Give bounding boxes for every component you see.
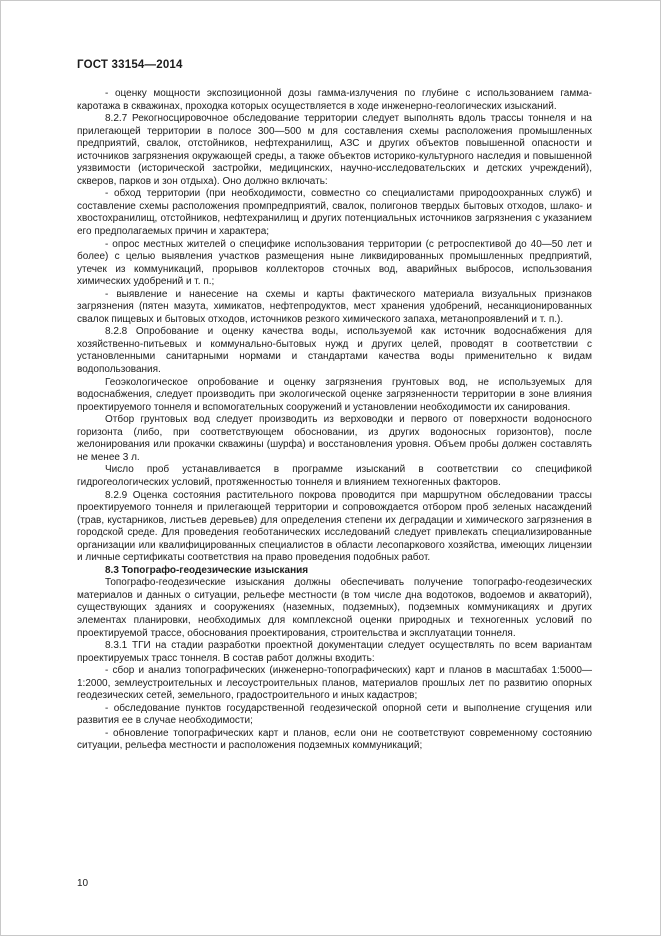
paragraph: 8.2.9 Оценка состояния растительного покрова проводится при маршрутном обследовании трассы проектируемого тоннеля и прилегающей территории и сопровождается отбором проб зеленых насаждений (трав, кустарников, листьев деревьев) для определения степени их деградации и химического загрязнения в городской среде. Для проведения геоботанических исследований следует привлекать специализированные организации или квалифицированных специалистов в области лесопаркового хозяйства, имеющих лицензии и личные сертификаты соответствия на право проведения подобных работ. (77, 489, 592, 564)
paragraph: Геоэкологическое опробование и оценку загрязнения грунтовых вод, не используемых для водоснабжения, следует производить при экологической оценке загрязненности территории в зоне влияния проектируемого тоннеля и вспомогательных сооружений и установлении необходимости их санирования. (77, 376, 592, 413)
paragraph: - выявление и нанесение на схемы и карты фактического материала визуальных признаков загрязнения (пятен мазута, химикатов, нефтепродуктов, мест хранения удобрений, несанкционированных свалок пищевых и бытовых отходов, источников резкого химического запаха, метанопроявлений и т. п.). (77, 288, 592, 325)
paragraph: - оценку мощности экспозиционной дозы гамма-излучения по глубине с использованием гамма-каротажа в скважинах, проходка которых осуществляется в ходе инженерно-геологических изысканий. (77, 88, 592, 112)
document-code: ГОСТ 33154—2014 (77, 59, 183, 71)
document-body (77, 88, 592, 753)
paragraph: Число проб устанавливается в программе изысканий в соответствии со спецификой гидрогеологических условий, протяженностью тоннеля и влиянием техногенных факторов. (77, 464, 592, 488)
paragraph: - сбор и анализ топографических (инженерно-топографических) карт и планов в масштабах 1:5000—1:2000, землеустроительных и лесоустроительных планов, материалов прошлых лет по развитию опорных геодезических сетей, земельного, градостроительного и иных кадастров; (77, 665, 592, 702)
paragraph: 8.2.7 Рекогносцировочное обследование территории следует выполнять вдоль трассы тоннеля и на прилегающей территории в полосе 300—500 м для составления схемы расположения промышленных предприятий, свалок, отстойников, нефтехранилищ, АЗС и других объектов повышенной опасности и источников загрязнения окружающей среды, а также объектов историко-культурного наследия и повышенной уязвимости (исторической застройки, медицинских, научно-исследовательских и детских учреждений), скверов, парков и зон отдыха). Оно должно включать: (77, 113, 592, 187)
paragraph: Отбор грунтовых вод следует производить из верховодки и первого от поверхности водоносного горизонта (либо, при соответствующем обосновании, из других водоносных горизонтов), после желонирования или прокачки скважины (шурфа) и восстановления уровня. Объем пробы должен составлять не менее 3 л. (77, 414, 592, 463)
page-number: 10 (77, 878, 89, 889)
paragraph: - обследование пунктов государственной геодезической опорной сети и выполнение сгущения или развития ее в случае необходимости; (77, 702, 592, 727)
paragraph: - обход территории (при необходимости, совместно со специалистами природоохранных служб) и составление схемы расположения промпредприятий, свалок, полигонов твердых бытовых отходов, шлако- и хвостохранилищ, отстойников, нефтехранилищ и других потенциальных источников загрязнения с указанием его предполагаемых причин и характера; (77, 188, 592, 238)
paragraph: 8.3.1 ТГИ на стадии разработки проектной документации следует осуществлять по всем вариантам проектируемых трасс тоннеля. В состав работ должны входить: (77, 640, 592, 664)
section-heading-8-3: 8.3 Топографо-геодезические изыскания (105, 564, 309, 576)
paragraph: - обновление топографических карт и планов, если они не соответствуют современному состоянию ситуации, рельефа местности и расположения подземных коммуникаций; (77, 727, 592, 752)
paragraph: - опрос местных жителей о специфике использования территории (с ретроспективой до 40—50 лет и более) с целью выявления участков размещения ныне ликвидированных промышленных предприятий, утечек из коммуникаций, прорывов коллекторов сточных вод, аварийных выбросов, использования химических удобрений и т. п.; (77, 238, 592, 288)
paragraph: 8.2.8 Опробование и оценку качества воды, используемой как источник водоснабжения для хозяйственно-питьевых и коммунально-бытовых нужд и других целей, проводят в соответствии с установленными санитарными нормами и стандартами качества воды применительно к видам водопользования. (77, 326, 592, 376)
paragraph: Топографо-геодезические изыскания должны обеспечивать получение топографо-геодезических материалов и данных о ситуации, рельефе местности (в том числе дна водотоков, водоемов и акваторий), существующих зданиях и сооружениях (наземных, подземных), подземных коммуникациях и других элементах планировки, необходимых для комплексной оценки природных и техногенных условий по проектируемой трассе, обоснования проектирования, строительства и эксплуатации тоннеля. (77, 577, 592, 639)
